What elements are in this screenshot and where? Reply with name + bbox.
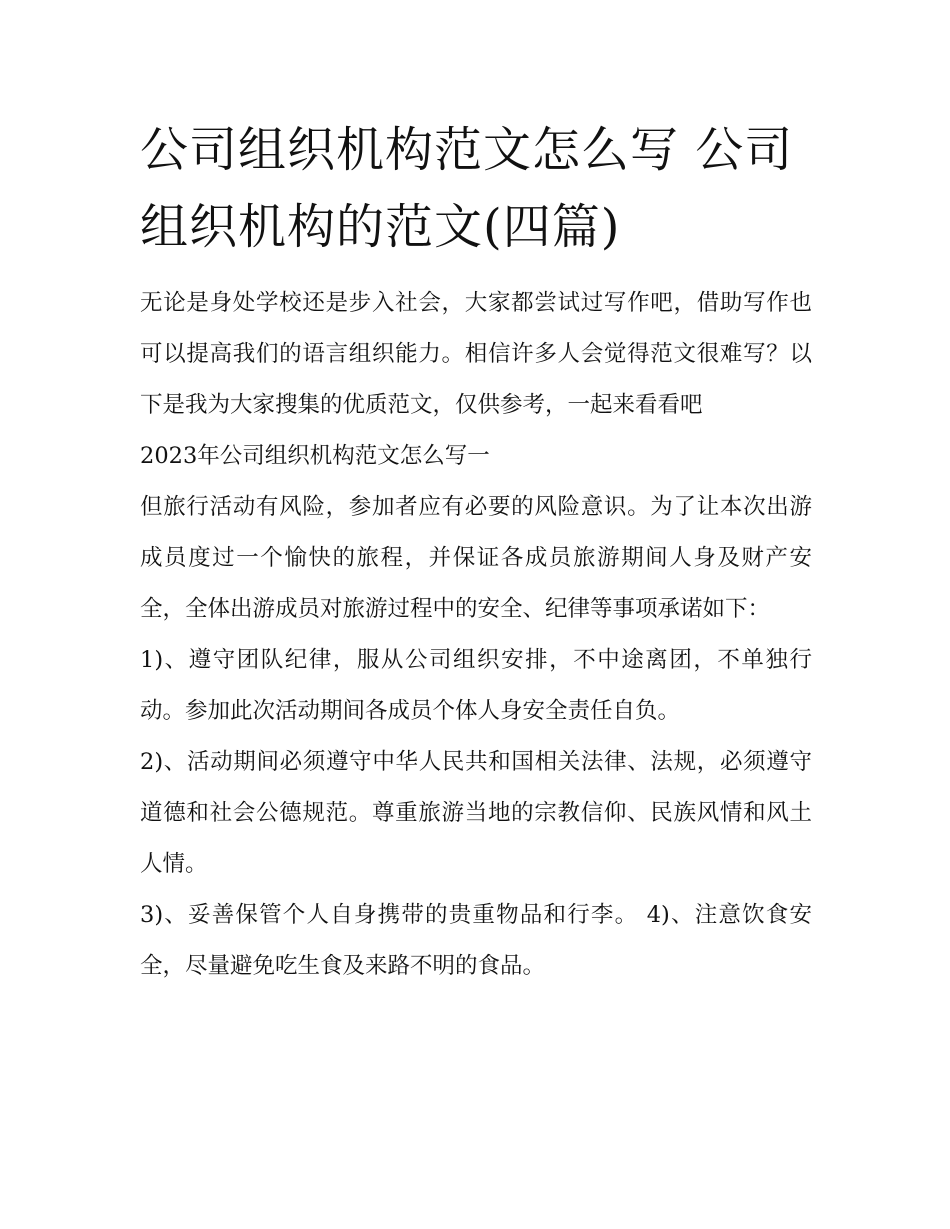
document-title: 公司组织机构范文怎么写 公司组织机构的范文(四篇) [140,122,794,255]
document-page [140,112,812,992]
intro-paragraph: 无论是身处学校还是步入社会，大家都尝试过写作吧，借助写作也可以提高我们的语言组织能力。相信许多人会觉得范文很难写？以下是我为大家搜集的优质范文，仅供参考，一起来看看吧 [140,290,812,418]
list-item-3: 3)、妥善保管个人自身携带的贵重物品和行李。 4)、注意饮食安全，尽量避免吃生食及来路不明的食品。 [140,902,812,979]
section-heading: 2023年公司组织机构范文怎么写一 [140,443,490,469]
body-paragraph: 但旅行活动有风险，参加者应有必要的风险意识。为了让本次出游成员度过一个愉快的旅程，并保证各成员旅游期间人身及财产安全，全体出游成员对旅游过程中的安全、纪律等事项承诺如下： [140,494,812,622]
list-item-2: 2)、活动期间必须遵守中华人民共和国相关法律、法规，必须遵守道德和社会公德规范。尊重旅游当地的宗教信仰、民族风情和风土人情。 [140,749,812,877]
list-item-1: 1)、遵守团队纪律，服从公司组织安排，不中途离团，不单独行动。参加此次活动期间各成员个体人身安全责任自负。 [140,647,812,724]
